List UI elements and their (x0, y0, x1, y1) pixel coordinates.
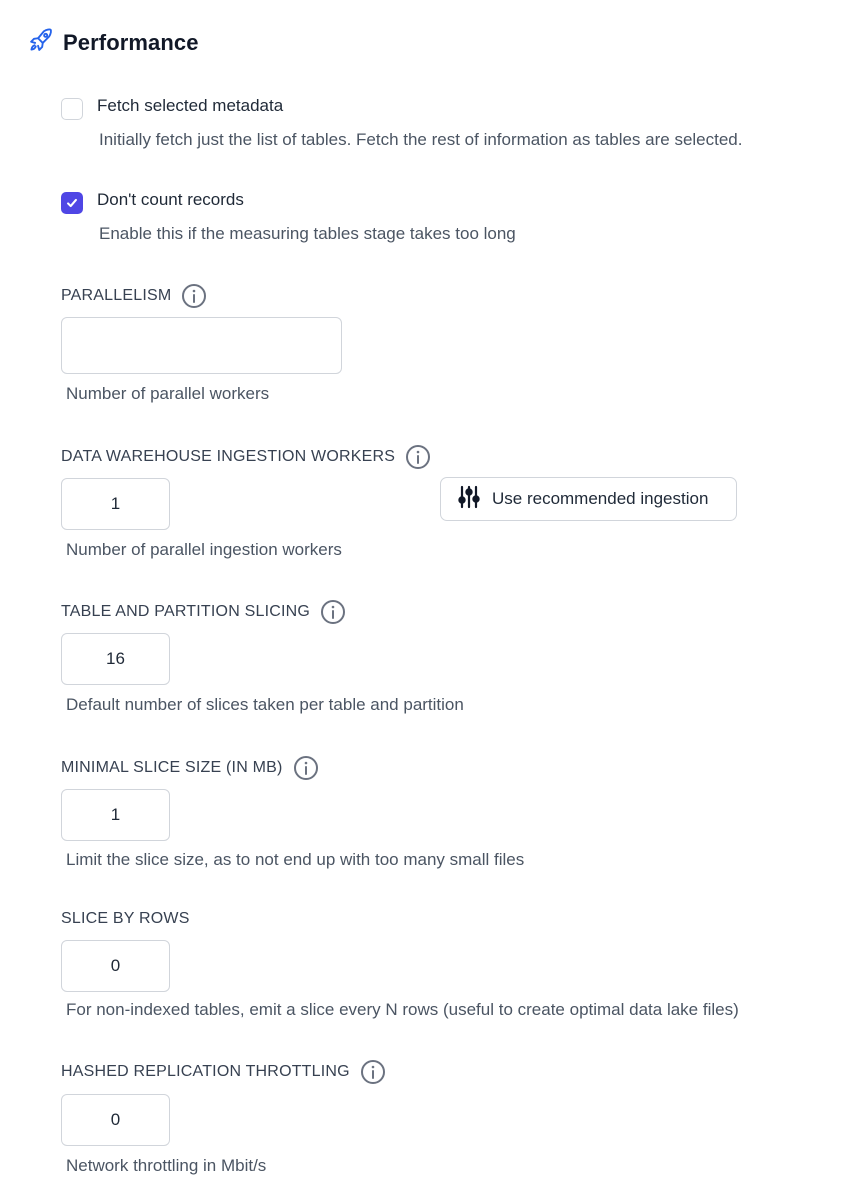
checkmark-icon (65, 196, 79, 210)
ingestion-workers-label (61, 444, 431, 470)
table-partition-slicing-label (61, 599, 346, 625)
sliders-icon (456, 484, 482, 515)
info-icon[interactable] (360, 1059, 386, 1085)
parallelism-help: Number of parallel workers (66, 384, 270, 403)
slice-by-rows-input[interactable]: 0 (61, 940, 170, 992)
table-partition-slicing-help: Default number of slices taken per table and partition (66, 695, 464, 714)
table-partition-slicing-label-text: TABLE AND PARTITION SLICING (61, 603, 311, 620)
use-recommended-ingestion-label: Use recommended ingestion (492, 489, 709, 508)
parallelism-label-text: PARALLELISM (61, 287, 172, 304)
hashed-replication-throttling-label (61, 1059, 386, 1085)
hashed-replication-throttling-label-text: HASHED REPLICATION THROTTLING (61, 1063, 350, 1080)
slice-by-rows-help: For non-indexed tables, emit a slice every N rows (useful to create optimal data lake files) (66, 1000, 739, 1019)
info-icon[interactable] (320, 599, 346, 625)
fetch-selected-metadata-checkbox[interactable] (61, 98, 83, 120)
minimal-slice-size-label-text: MINIMAL SLICE SIZE (IN MB) (61, 759, 283, 776)
fetch-selected-metadata-label[interactable]: Fetch selected metadata (97, 96, 284, 115)
minimal-slice-size-help: Limit the slice size, as to not end up with too many small files (66, 850, 525, 869)
minimal-slice-size-label (61, 755, 319, 781)
minimal-slice-size-input[interactable]: 1 (61, 789, 170, 841)
hashed-replication-throttling-help: Network throttling in Mbit/s (66, 1156, 267, 1175)
ingestion-workers-label-text: DATA WAREHOUSE INGESTION WORKERS (61, 448, 396, 465)
info-icon[interactable] (181, 283, 207, 309)
ingestion-workers-help: Number of parallel ingestion workers (66, 540, 342, 559)
parallelism-label (61, 283, 207, 309)
dont-count-records-row[interactable] (61, 190, 244, 214)
slice-by-rows-label (61, 910, 190, 928)
table-partition-slicing-input[interactable]: 16 (61, 633, 170, 685)
section-header (27, 26, 199, 59)
info-icon[interactable] (405, 444, 431, 470)
use-recommended-ingestion-button[interactable] (440, 477, 737, 521)
ingestion-workers-input[interactable]: 1 (61, 478, 170, 530)
dont-count-records-description: Enable this if the measuring tables stage takes too long (99, 224, 516, 243)
fetch-selected-metadata-row[interactable] (61, 96, 284, 120)
dont-count-records-checkbox[interactable] (61, 192, 83, 214)
fetch-selected-metadata-description: Initially fetch just the list of tables. Fetch the rest of information as tables are selected. (99, 130, 743, 149)
dont-count-records-label[interactable]: Don't count records (97, 190, 244, 209)
hashed-replication-throttling-input[interactable]: 0 (61, 1094, 170, 1146)
parallelism-input[interactable] (61, 317, 342, 374)
rocket-icon (27, 26, 55, 59)
slice-by-rows-label-text: SLICE BY ROWS (61, 910, 190, 927)
info-icon[interactable] (293, 755, 319, 781)
section-title: Performance (63, 29, 199, 55)
